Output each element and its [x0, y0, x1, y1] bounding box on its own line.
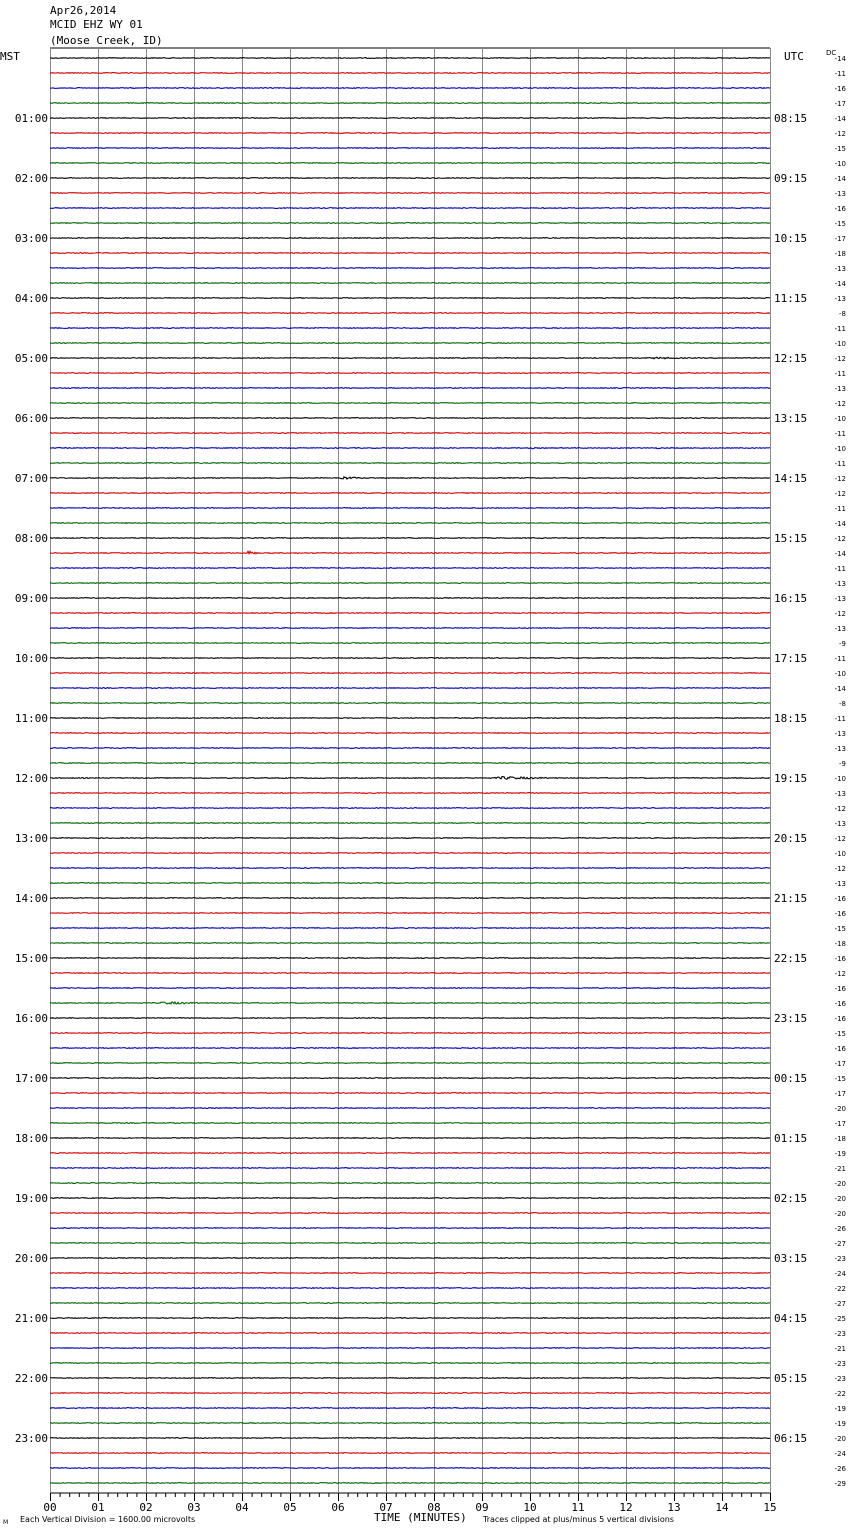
dc-offset-label: -12: [834, 805, 846, 813]
left-timezone-label: MST: [0, 50, 20, 63]
dc-offset-header: DC: [826, 49, 837, 57]
seismic-trace: [50, 1363, 770, 1364]
dc-offset-label: -16: [834, 895, 846, 903]
dc-offset-label: -11: [834, 655, 846, 663]
dc-offset-label: -16: [834, 85, 846, 93]
dc-offset-label: -22: [834, 1285, 846, 1293]
seismic-trace: [50, 493, 770, 494]
header-date: Apr26,2014: [50, 4, 117, 17]
mst-hour-label: 23:00: [14, 1432, 48, 1445]
seismic-trace: [50, 1033, 770, 1034]
dc-offset-label: -10: [834, 445, 846, 453]
seismic-trace: [50, 477, 770, 479]
seismic-trace: [50, 313, 770, 314]
dc-offset-label: -18: [834, 250, 846, 258]
seismic-trace: [50, 103, 770, 104]
seismic-trace: [50, 1002, 770, 1004]
dc-offset-label: -23: [834, 1330, 846, 1338]
seismic-trace: [50, 373, 770, 374]
dc-offset-label: -23: [834, 1375, 846, 1383]
x-tick-label: 12: [619, 1501, 633, 1514]
dc-offset-label: -16: [834, 205, 846, 213]
seismic-trace: [50, 193, 770, 194]
seismic-trace: [50, 1123, 770, 1124]
seismic-trace: [50, 1243, 770, 1244]
seismic-trace: [50, 463, 770, 464]
mst-hour-label: 07:00: [14, 472, 48, 485]
utc-hour-label: 11:15: [774, 292, 808, 305]
mst-hour-label: 02:00: [14, 172, 48, 185]
right-timezone-label: UTC: [784, 50, 804, 63]
seismic-trace: [50, 718, 770, 719]
utc-hour-label: 02:15: [774, 1192, 808, 1205]
dc-offset-label: -10: [834, 415, 846, 423]
seismic-trace: [50, 808, 770, 809]
utc-hour-label: 08:15: [774, 112, 808, 125]
utc-hour-label: 21:15: [774, 892, 808, 905]
seismic-trace: [50, 253, 770, 254]
seismic-trace: [50, 508, 770, 509]
x-tick-label: 09: [475, 1501, 489, 1514]
x-tick-label: 15: [763, 1501, 777, 1514]
seismic-trace: [50, 598, 770, 599]
dc-offset-label: -13: [834, 625, 846, 633]
x-tick-label: 02: [139, 1501, 153, 1514]
utc-hour-label: 06:15: [774, 1432, 808, 1445]
dc-offset-label: -12: [834, 130, 846, 138]
utc-hour-label: 05:15: [774, 1372, 808, 1385]
seismic-trace: [50, 883, 770, 884]
seismic-trace: [50, 1138, 770, 1139]
dc-offset-label: -14: [834, 115, 846, 123]
seismic-trace: [50, 1258, 770, 1259]
x-axis-title: TIME (MINUTES): [374, 1511, 467, 1524]
dc-offset-label: -17: [834, 1090, 846, 1098]
dc-offset-label: -13: [834, 790, 846, 798]
seismic-trace: [50, 1423, 770, 1424]
seismic-trace: [50, 568, 770, 569]
dc-offset-label: -27: [834, 1240, 846, 1248]
seismic-trace: [50, 538, 770, 539]
utc-hour-label: 20:15: [774, 832, 808, 845]
dc-offset-label: -19: [834, 1420, 846, 1428]
dc-offset-label: -16: [834, 1045, 846, 1053]
seismic-trace: [50, 748, 770, 749]
dc-offset-label: -11: [834, 325, 846, 333]
mst-hour-label: 08:00: [14, 532, 48, 545]
utc-hour-label: 17:15: [774, 652, 808, 665]
utc-hour-label: 01:15: [774, 1132, 808, 1145]
dc-offset-label: -16: [834, 910, 846, 918]
mst-hour-label: 04:00: [14, 292, 48, 305]
dc-offset-label: -12: [834, 535, 846, 543]
dc-offset-label: -18: [834, 1135, 846, 1143]
mst-hour-label: 14:00: [14, 892, 48, 905]
dc-offset-label: -25: [834, 1315, 846, 1323]
dc-offset-label: -11: [834, 370, 846, 378]
x-tick-label: 08: [427, 1501, 441, 1514]
seismic-trace: [50, 658, 770, 659]
seismic-trace: [50, 1078, 770, 1079]
dc-offset-label: -10: [834, 340, 846, 348]
seismic-trace: [50, 1393, 770, 1394]
utc-hour-label: 04:15: [774, 1312, 808, 1325]
mst-hour-label: 16:00: [14, 1012, 48, 1025]
seismic-trace: [50, 688, 770, 689]
dc-offset-label: -27: [834, 1300, 846, 1308]
seismic-trace: [50, 777, 770, 780]
seismic-trace: [50, 283, 770, 284]
clip-note: Traces clipped at plus/minus 5 vertical divisions: [483, 1515, 674, 1524]
seismic-trace: [50, 1273, 770, 1274]
dc-offset-label: -10: [834, 160, 846, 168]
dc-offset-label: -20: [834, 1195, 846, 1203]
x-tick-label: 01: [91, 1501, 105, 1514]
mst-hour-label: 12:00: [14, 772, 48, 785]
dc-offset-label: -10: [834, 775, 846, 783]
seismic-trace: [50, 838, 770, 839]
seismic-trace: [50, 763, 770, 764]
mst-hour-label: 20:00: [14, 1252, 48, 1265]
dc-offset-label: -10: [834, 670, 846, 678]
dc-offset-label: -20: [834, 1105, 846, 1113]
seismic-trace: [50, 1168, 770, 1169]
seismic-trace: [50, 418, 770, 419]
utc-hour-label: 12:15: [774, 352, 808, 365]
dc-offset-label: -14: [834, 520, 846, 528]
dc-offset-label: -9: [839, 640, 846, 648]
seismic-trace: [50, 1063, 770, 1064]
seismic-trace: [50, 913, 770, 914]
seismic-trace: [50, 133, 770, 134]
dc-offset-label: -13: [834, 595, 846, 603]
dc-offset-label: -15: [834, 1030, 846, 1038]
seismic-trace: [50, 958, 770, 959]
dc-offset-label: -12: [834, 970, 846, 978]
mst-hour-label: 11:00: [14, 712, 48, 725]
dc-offset-label: -11: [834, 430, 846, 438]
seismic-trace: [50, 823, 770, 824]
dc-offset-label: -15: [834, 220, 846, 228]
dc-offset-label: -13: [834, 385, 846, 393]
mst-hour-label: 10:00: [14, 652, 48, 665]
seismic-trace: [50, 1228, 770, 1229]
seismic-trace: [50, 223, 770, 224]
seismic-trace: [50, 448, 770, 449]
seismic-trace: [50, 88, 770, 89]
seismic-trace: [50, 973, 770, 974]
utc-hour-label: 14:15: [774, 472, 808, 485]
mst-hour-label: 03:00: [14, 232, 48, 245]
utc-hour-label: 00:15: [774, 1072, 808, 1085]
seismic-trace: [50, 388, 770, 389]
utc-hour-label: 15:15: [774, 532, 808, 545]
seismic-trace: [50, 1438, 770, 1439]
dc-offset-label: -11: [834, 460, 846, 468]
scale-note: Each Vertical Division = 1600.00 microvolts: [20, 1515, 196, 1524]
utc-hour-label: 23:15: [774, 1012, 808, 1025]
seismic-trace: [50, 1318, 770, 1319]
corner-mark: M: [3, 1519, 9, 1526]
seismic-trace: [50, 1333, 770, 1334]
seismic-trace: [50, 1288, 770, 1289]
dc-offset-label: -15: [834, 145, 846, 153]
mst-hour-label: 18:00: [14, 1132, 48, 1145]
x-tick-label: 05: [283, 1501, 297, 1514]
seismic-trace: [50, 1018, 770, 1019]
seismic-trace: [50, 551, 770, 554]
dc-offset-label: -17: [834, 100, 846, 108]
seismic-trace: [50, 793, 770, 794]
seismic-trace: [50, 733, 770, 734]
seismic-trace: [50, 628, 770, 629]
dc-offset-label: -19: [834, 1405, 846, 1413]
seismic-trace: [50, 928, 770, 929]
seismic-trace: [50, 868, 770, 869]
dc-offset-label: -12: [834, 475, 846, 483]
utc-hour-label: 18:15: [774, 712, 808, 725]
dc-offset-label: -22: [834, 1390, 846, 1398]
dc-offset-label: -16: [834, 955, 846, 963]
seismic-trace: [50, 148, 770, 149]
dc-offset-label: -13: [834, 745, 846, 753]
dc-offset-label: -16: [834, 1015, 846, 1023]
seismic-trace: [50, 163, 770, 164]
mst-hour-label: 13:00: [14, 832, 48, 845]
dc-offset-label: -14: [834, 55, 846, 63]
dc-offset-label: -11: [834, 565, 846, 573]
seismic-trace: [50, 178, 770, 179]
seismic-trace: [50, 1213, 770, 1214]
dc-offset-label: -24: [834, 1270, 846, 1278]
mst-hour-label: 01:00: [14, 112, 48, 125]
dc-offset-label: -12: [834, 610, 846, 618]
x-tick-label: 06: [331, 1501, 345, 1514]
dc-offset-label: -14: [834, 550, 846, 558]
seismic-trace: [50, 613, 770, 614]
dc-offset-label: -17: [834, 1060, 846, 1068]
dc-offset-label: -14: [834, 685, 846, 693]
seismic-trace: [50, 1153, 770, 1154]
seismic-trace: [50, 943, 770, 944]
dc-offset-label: -11: [834, 70, 846, 78]
x-tick-label: 00: [43, 1501, 57, 1514]
x-tick-label: 10: [523, 1501, 537, 1514]
seismic-trace: [50, 1198, 770, 1199]
dc-offset-label: -16: [834, 1000, 846, 1008]
dc-offset-label: -16: [834, 985, 846, 993]
mst-hour-label: 22:00: [14, 1372, 48, 1385]
dc-offset-label: -12: [834, 400, 846, 408]
dc-offset-label: -20: [834, 1435, 846, 1443]
header-location: (Moose Creek, ID): [50, 34, 163, 47]
seismic-trace: [50, 643, 770, 644]
mst-hour-label: 17:00: [14, 1072, 48, 1085]
dc-offset-label: -23: [834, 1360, 846, 1368]
x-tick-label: 14: [715, 1501, 729, 1514]
mst-hour-label: 09:00: [14, 592, 48, 605]
seismic-trace: [50, 1453, 770, 1454]
dc-offset-label: -15: [834, 1075, 846, 1083]
x-tick-label: 03: [187, 1501, 201, 1514]
seismic-trace: [50, 988, 770, 989]
mst-hour-label: 21:00: [14, 1312, 48, 1325]
dc-offset-label: -15: [834, 925, 846, 933]
utc-hour-label: 19:15: [774, 772, 808, 785]
dc-offset-label: -12: [834, 355, 846, 363]
seismic-trace: [50, 73, 770, 74]
dc-offset-label: -18: [834, 940, 846, 948]
dc-offset-label: -10: [834, 850, 846, 858]
dc-offset-label: -23: [834, 1255, 846, 1263]
utc-hour-label: 09:15: [774, 172, 808, 185]
dc-offset-label: -13: [834, 295, 846, 303]
utc-hour-label: 13:15: [774, 412, 808, 425]
utc-hour-label: 16:15: [774, 592, 808, 605]
dc-offset-label: -12: [834, 490, 846, 498]
dc-offset-label: -12: [834, 835, 846, 843]
utc-hour-label: 03:15: [774, 1252, 808, 1265]
dc-offset-label: -29: [834, 1480, 846, 1488]
dc-offset-label: -20: [834, 1210, 846, 1218]
seismic-trace: [50, 268, 770, 269]
seismic-trace: [50, 1348, 770, 1349]
seismic-trace: [50, 343, 770, 344]
x-tick-label: 07: [379, 1501, 393, 1514]
x-tick-label: 11: [571, 1501, 585, 1514]
seismic-trace: [50, 703, 770, 704]
dc-offset-label: -17: [834, 1120, 846, 1128]
dc-offset-label: -14: [834, 280, 846, 288]
dc-offset-label: -14: [834, 175, 846, 183]
dc-offset-label: -13: [834, 190, 846, 198]
seismic-trace: [50, 1048, 770, 1049]
seismic-trace: [50, 1303, 770, 1304]
dc-offset-label: -24: [834, 1450, 846, 1458]
seismic-trace: [50, 853, 770, 854]
seismic-trace: [50, 1408, 770, 1409]
seismic-trace: [50, 298, 770, 299]
seismic-trace: [50, 403, 770, 404]
dc-offset-label: -13: [834, 730, 846, 738]
dc-offset-label: -20: [834, 1180, 846, 1188]
dc-offset-label: -8: [839, 700, 846, 708]
x-tick-label: 13: [667, 1501, 681, 1514]
dc-offset-label: -26: [834, 1465, 846, 1473]
dc-offset-label: -13: [834, 265, 846, 273]
utc-hour-label: 22:15: [774, 952, 808, 965]
mst-hour-label: 15:00: [14, 952, 48, 965]
seismic-trace: [50, 673, 770, 674]
dc-offset-label: -11: [834, 505, 846, 513]
seismic-trace: [50, 208, 770, 209]
dc-offset-label: -13: [834, 820, 846, 828]
mst-hour-label: 19:00: [14, 1192, 48, 1205]
dc-offset-label: -12: [834, 865, 846, 873]
dc-offset-label: -17: [834, 235, 846, 243]
dc-offset-label: -19: [834, 1150, 846, 1158]
seismic-trace: [50, 118, 770, 119]
utc-hour-label: 10:15: [774, 232, 808, 245]
dc-offset-label: -21: [834, 1165, 846, 1173]
mst-hour-label: 05:00: [14, 352, 48, 365]
dc-offset-label: -21: [834, 1345, 846, 1353]
seismic-trace: [50, 1378, 770, 1379]
dc-offset-label: -13: [834, 580, 846, 588]
seismic-trace: [50, 1108, 770, 1109]
seismic-trace: [50, 1093, 770, 1094]
mst-hour-label: 06:00: [14, 412, 48, 425]
dc-offset-label: -9: [839, 760, 846, 768]
seismic-trace: [50, 328, 770, 329]
seismic-trace: [50, 583, 770, 584]
dc-offset-label: -8: [839, 310, 846, 318]
seismic-trace: [50, 58, 770, 59]
seismic-trace: [50, 433, 770, 434]
seismic-trace: [50, 1183, 770, 1184]
seismic-trace: [50, 1468, 770, 1469]
seismic-trace: [50, 523, 770, 524]
dc-offset-label: -26: [834, 1225, 846, 1233]
header-channel: MCID EHZ WY 01: [50, 18, 143, 31]
seismic-trace: [50, 238, 770, 239]
x-tick-label: 04: [235, 1501, 249, 1514]
dc-offset-label: -11: [834, 715, 846, 723]
seismic-trace: [50, 898, 770, 899]
seismic-trace: [50, 357, 770, 359]
seismic-trace: [50, 1483, 770, 1484]
dc-offset-label: -13: [834, 880, 846, 888]
